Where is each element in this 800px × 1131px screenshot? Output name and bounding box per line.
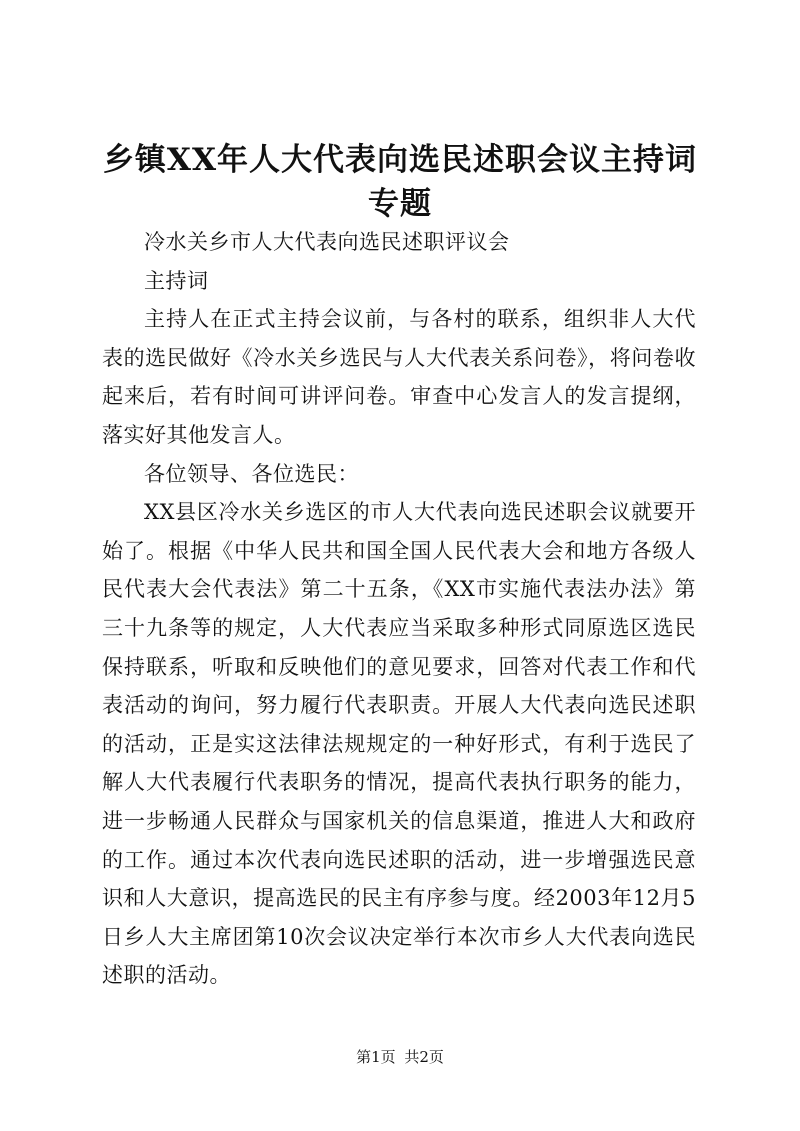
paragraph-meeting-name: 冷水关乡市人大代表向选民述职评议会 [144, 230, 510, 254]
document-body [102, 223, 696, 995]
paragraph-host-instructions: 主持人在正式主持会议前，与各村的联系，组织非人大代表的选民做好《冷水关乡选民与人大代表关系问卷》，将问卷收起来后，若有时间可讲评问卷。审查中心发言人的发言提纲，落实好其他发言人。 [102, 307, 696, 447]
paragraph-opening-remarks: XX县区冷水关乡选区的市人大代表向选民述职会议就要开始了。根据《中华人民共和国全国人民代表大会和地方各级人民代表大会代表法》第二十五条，《XX市实施代表法办法》第三十九条等的规定，人大代表应当采取多种形式同原选区选民保持联系，听取和反映他们的意见要求，回答对代表工作和代表活动的询问，努力履行代表职责。开展人大代表向选民述职的活动，正是实这法律法规规定的一种好形式，有利于选民了解人大代表履行代表职务的情况，提高代表执行职务的能力，进一步畅通人民群众与国家机关的信息渠道，推进人大和政府的工作。通过本次代表向选民述职的活动，进一步增强选民意识和人大意识，提高选民的民主有序参与度。经2003年12月5日乡人大主席团第10次会议决定举行本次市乡人大代表向选民述职的活动。 [102, 500, 696, 988]
document-title: 乡镇XX年人大代表向选民述职会议主持词专题 [102, 142, 698, 222]
paragraph-greeting: 各位领导、各位选民： [144, 461, 359, 486]
page-total: 共2页 [404, 1048, 444, 1066]
page-number: 第1页 [356, 1048, 396, 1066]
paragraph-heading: 主持词 [144, 268, 209, 293]
page-footer [0, 1047, 800, 1067]
